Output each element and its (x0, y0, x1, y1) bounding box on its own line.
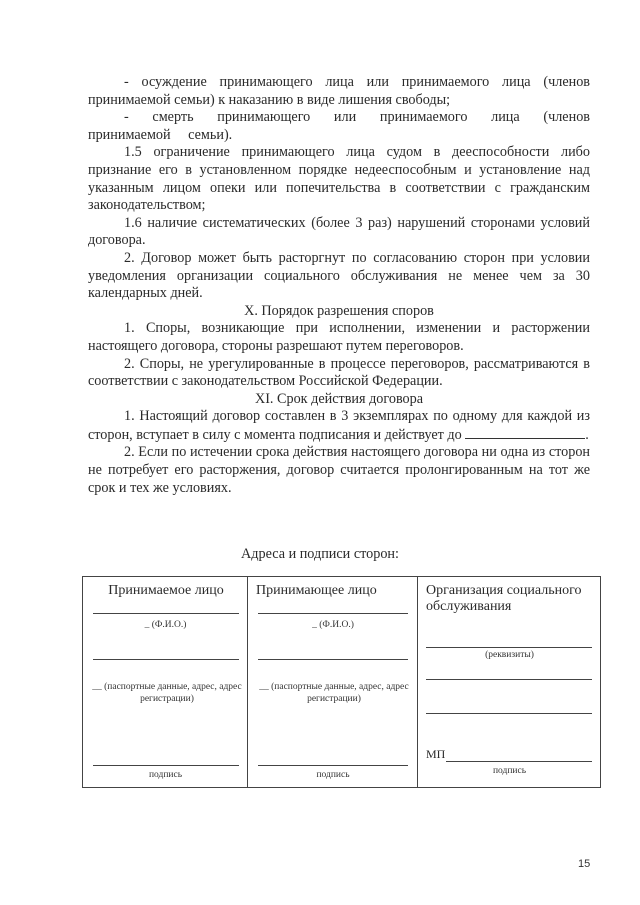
fio-label: _ (Ф.И.О.) (144, 620, 187, 630)
paragraph-death: - смерть принимающего или принимаемого лица (членов принимаемой семьи). (88, 109, 590, 143)
organization-title: Организация социального обслуживания (426, 583, 582, 614)
line (426, 713, 592, 714)
section-11-p1-text: 1. Настоящий договор составлен в 3 экземплярах по одному для каждой из сторон, вступает в силу с момента подписания и действует до (88, 408, 590, 443)
fio-label-text: (Ф.И.О.) (151, 620, 187, 630)
passport-label: __ (паспортные данные, адрес, адрес регистрации) (259, 682, 409, 704)
signature-label: подпись (148, 770, 183, 780)
cell-receiving-person (83, 577, 248, 788)
section-11-p1 (88, 408, 590, 444)
line (426, 679, 592, 680)
line (426, 647, 592, 648)
line (258, 765, 408, 766)
section-11-heading: XI. Срок действия договора (254, 390, 424, 407)
section-11-p2: 2. Если по истечении срока действия настоящего договора ни одна из сторон не потребует его расторжения, договор считается пролонгированным на тот же срок и тех же условиях. (88, 444, 590, 496)
contract-text (88, 74, 590, 497)
signatures-table (82, 576, 601, 788)
fio-label-text: (Ф.И.О.) (319, 620, 354, 630)
line (258, 613, 408, 614)
line (258, 659, 408, 660)
passport-label-text: (паспортные данные, адрес, адрес регистрации) (104, 682, 242, 704)
section-10-heading: X. Порядок разрешения споров (244, 302, 434, 319)
section-10-p1: 1. Споры, возникающие при исполнении, изменении и расторжении настоящего договора, стороны разрешают путем переговоров. (88, 320, 590, 354)
section-10-p2: 2. Споры, не урегулированные в процессе переговоров, рассматриваются в соответствии с законодательством Российской Федерации. (88, 355, 590, 390)
passport-label-text: (паспортные данные, адрес, адрес регистрации) (271, 682, 409, 704)
end-date-blank (465, 426, 585, 439)
cell-host-person (248, 577, 418, 788)
signature-label: подпись (316, 770, 350, 780)
line (93, 613, 239, 614)
paragraph-2-termination: 2. Договор может быть расторгнут по согласованию сторон при условии уведомления организации социального обслуживания не менее чем за 30 календарных дней. (88, 249, 590, 302)
requisites-label: (реквизиты) (485, 650, 534, 660)
section-11-p1-end: . (585, 426, 589, 443)
line (446, 761, 592, 762)
cell-organization (418, 577, 601, 788)
fio-label: _ (Ф.И.О.) (312, 620, 354, 630)
paragraph-conviction: - осуждение принимающего лица или принимаемого лица (членов принимаемой семьи) к наказанию в виде лишения свободы; (88, 74, 590, 108)
mp-label: МП (426, 747, 446, 761)
line (93, 659, 239, 660)
paragraph-1-6: 1.6 наличие систематических (более 3 раз) нарушений сторонами условий договора. (88, 214, 590, 249)
host-person-title: Принимающее лицо (256, 583, 377, 598)
receiving-person-title: Принимаемое лицо (108, 583, 224, 598)
paragraph-1-5: 1.5 ограничение принимающего лица судом в дееспособности либо признание его в установленном порядке недееспособным и установление над указанным лицом опеки или попечительства в соответствии с гражданским законодательством; (88, 144, 590, 214)
signature-label: подпись (492, 766, 527, 776)
page-number: 15 (578, 858, 591, 870)
passport-label: __ (паспортные данные, адрес, адрес регистрации) (92, 682, 242, 704)
addresses-title: Адреса и подписи сторон: (241, 546, 399, 562)
line (93, 765, 239, 766)
